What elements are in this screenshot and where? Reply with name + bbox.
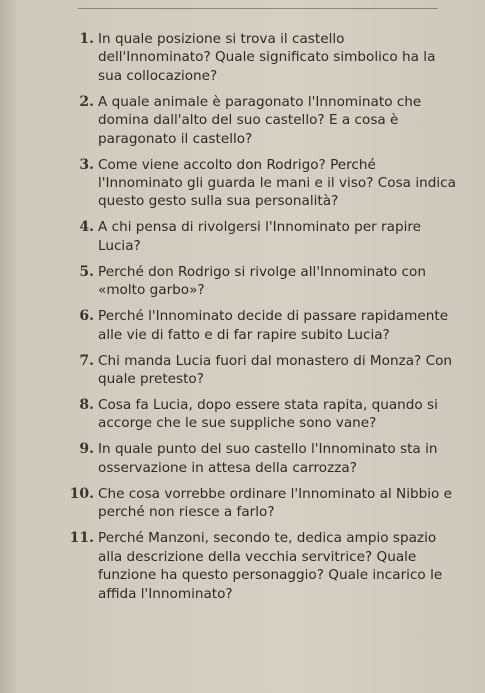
question-text: Che cosa vorrebbe ordinare l'Innominato al Nibbio e perché non riesce a farlo?	[98, 485, 453, 521]
question-number: 2.	[79, 93, 94, 110]
question-text: A chi pensa di rivolgersi l'Innominato per rapire Lucia?	[98, 219, 422, 254]
question-number: 5.	[79, 263, 94, 280]
question-text: Come viene accolto don Rodrigo? Perché l'Innominato gli guarda le mani e il viso? Cosa indica questo gesto sulla sua personalità?	[98, 156, 456, 210]
question-item	[0, 30, 485, 85]
question-item	[0, 529, 485, 603]
question-text: In quale posizione si trova il castello dell'Innominato? Quale significato simbolico ha la sua collocazione?	[98, 31, 436, 84]
question-text: Perché don Rodrigo si rivolge all'Innominato con «molto garbo»?	[98, 263, 426, 299]
question-item	[0, 440, 485, 477]
question-number: 3.	[79, 156, 94, 173]
question-item	[0, 156, 485, 211]
question-number: 9.	[79, 441, 94, 458]
top-rule	[78, 8, 438, 9]
question-list	[0, 30, 485, 611]
question-number: 7.	[79, 352, 94, 369]
question-item	[0, 307, 485, 344]
question-item	[0, 263, 485, 300]
question-number: 11.	[69, 530, 94, 547]
question-item	[0, 218, 485, 255]
question-number: 6.	[79, 308, 94, 325]
question-number: 8.	[79, 397, 94, 414]
question-item	[0, 93, 485, 148]
question-item	[0, 396, 485, 433]
question-item	[0, 485, 485, 522]
question-text: Chi manda Lucia fuori dal monastero di Monza? Con quale pretesto?	[98, 352, 453, 388]
question-text: Perché Manzoni, secondo te, dedica ampio spazio alla descrizione della vecchia servitrice? Quale funzione ha questo personaggio? Quale incarico le affida l'Innominato?	[98, 530, 443, 602]
question-number: 4.	[79, 219, 94, 236]
question-text: A quale animale è paragonato l'Innominato che domina dall'alto del suo castello? E a cosa è paragonato il castello?	[98, 93, 422, 147]
question-text: Perché l'Innominato decide di passare rapidamente alle vie di fatto e di far rapire subito Lucia?	[98, 308, 449, 343]
question-text: Cosa fa Lucia, dopo essere stata rapita, quando si accorge che le sue suppliche sono vane?	[98, 397, 438, 432]
question-number: 1.	[79, 31, 94, 47]
question-item	[0, 352, 485, 389]
question-text: In quale punto del suo castello l'Innominato sta in osservazione in attesa della carrozza?	[98, 441, 438, 476]
question-number: 10.	[69, 485, 94, 502]
